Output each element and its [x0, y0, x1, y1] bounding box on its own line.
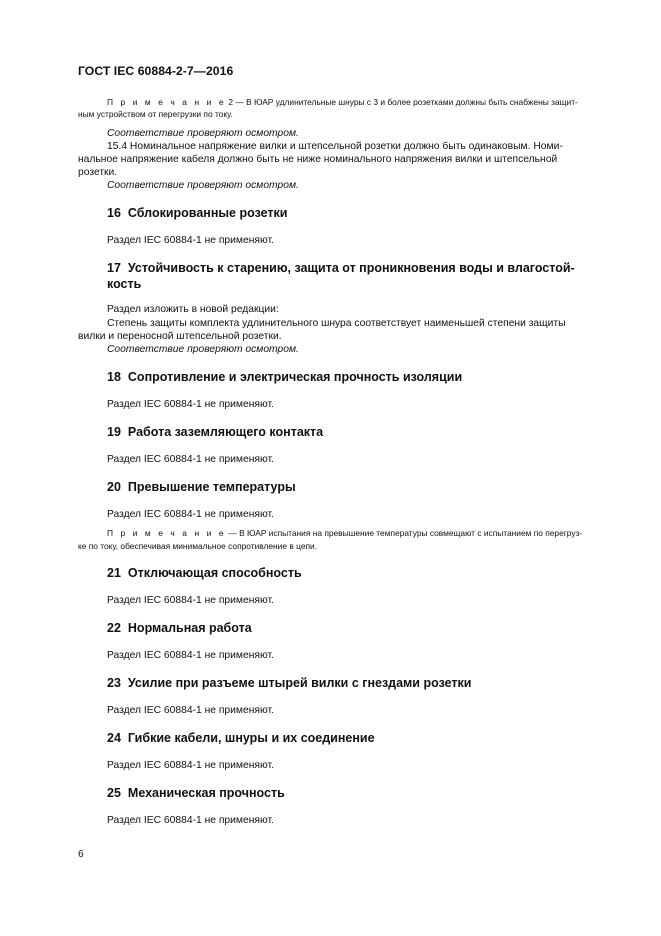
note-text: — В ЮАР испытания на превышение температуры совмещают с испытанием по перегруз- — [226, 528, 583, 538]
section-title: Отключающая способность — [127, 566, 302, 580]
section-20-text: Раздел IEC 60884-1 не применяют. — [107, 509, 274, 520]
note-label: П р и м е ч а н и е — [107, 528, 227, 538]
section-20-heading — [107, 480, 296, 494]
section-title: Гибкие кабели, шнуры и их соединение — [127, 731, 375, 745]
note-1-line-1 — [107, 97, 578, 107]
compliance-text: Соответствие проверяют осмотром. — [107, 344, 299, 355]
section-23-text: Раздел IEC 60884-1 не применяют. — [107, 705, 274, 716]
section-17-text-2-line-1: Степень защиты комплекта удлинительного шнура соответствует наименьшей степени защиты — [107, 318, 566, 329]
section-title: Механическая прочность — [127, 786, 285, 800]
section-number: 18 — [107, 370, 121, 384]
section-title: Усилие при разъеме штырей вилки с гнездами розетки — [127, 676, 472, 690]
document-header: ГОСТ IEC 60884-2-7—2016 — [78, 64, 234, 78]
compliance-text: Соответствие проверяют осмотром. — [107, 180, 299, 191]
section-18-text: Раздел IEC 60884-1 не применяют. — [107, 399, 274, 410]
clause-15-4-line-2: нальное напряжение кабеля должно быть не ниже номинального напряжения вилки и штепсельной — [78, 154, 558, 165]
section-title: Нормальная работа — [127, 621, 252, 635]
clause-15-4-line-1: 15.4 Номинальное напряжение вилки и штепсельной розетки должно быть одинаковым. Номи- — [107, 141, 563, 152]
section-title: Сблокированные розетки — [127, 206, 288, 220]
section-17-text-2-line-2: вилки и переносной штепсельной розетки. — [78, 331, 282, 342]
section-24-text: Раздел IEC 60884-1 не применяют. — [107, 760, 274, 771]
section-number: 22 — [107, 621, 121, 635]
section-22-heading — [107, 621, 252, 635]
clause-15-4-line-3: розетки. — [78, 167, 118, 178]
section-17-heading — [107, 261, 575, 275]
compliance-text: Соответствие проверяют осмотром. — [107, 128, 299, 139]
section-title: Превышение температуры — [127, 480, 296, 494]
section-18-heading — [107, 370, 462, 384]
note-label: П р и м е ч а н и е — [107, 97, 227, 107]
note-1-line-2: ным устройством от перегрузки по току. — [78, 109, 233, 119]
section-number: 24 — [107, 731, 121, 745]
section-23-heading — [107, 676, 471, 690]
section-number: 19 — [107, 425, 121, 439]
section-number: 25 — [107, 786, 121, 800]
page-number: 6 — [78, 849, 84, 860]
section-19-heading — [107, 425, 323, 439]
section-24-heading — [107, 731, 375, 745]
section-number: 16 — [107, 206, 121, 220]
section-title: Работа заземляющего контакта — [127, 425, 324, 439]
note-2-line-2: ке по току, обеспечивая минимальное сопротивление в цепи. — [78, 541, 318, 551]
section-21-heading — [107, 566, 302, 580]
section-17-text-1: Раздел изложить в новой редакции: — [107, 304, 279, 315]
section-number: 23 — [107, 676, 121, 690]
section-21-text: Раздел IEC 60884-1 не применяют. — [107, 595, 274, 606]
section-25-text: Раздел IEC 60884-1 не применяют. — [107, 815, 274, 826]
section-16-heading — [107, 206, 287, 220]
section-19-text: Раздел IEC 60884-1 не применяют. — [107, 454, 274, 465]
section-22-text: Раздел IEC 60884-1 не применяют. — [107, 650, 274, 661]
note-2-line-1 — [107, 528, 582, 538]
note-text: 2 — В ЮАР удлинительные шнуры с 3 и более розетками должны быть снабжены защит- — [226, 97, 578, 107]
section-number: 17 — [107, 261, 121, 275]
section-number: 21 — [107, 566, 121, 580]
section-number: 20 — [107, 480, 121, 494]
section-title: Сопротивление и электрическая прочность изоляции — [127, 370, 463, 384]
section-25-heading — [107, 786, 285, 800]
section-17-heading-continued: кость — [107, 277, 142, 291]
section-title: Устойчивость к старению, защита от проникновения воды и влагостой- — [127, 261, 575, 275]
section-16-text: Раздел IEC 60884-1 не применяют. — [107, 235, 274, 246]
